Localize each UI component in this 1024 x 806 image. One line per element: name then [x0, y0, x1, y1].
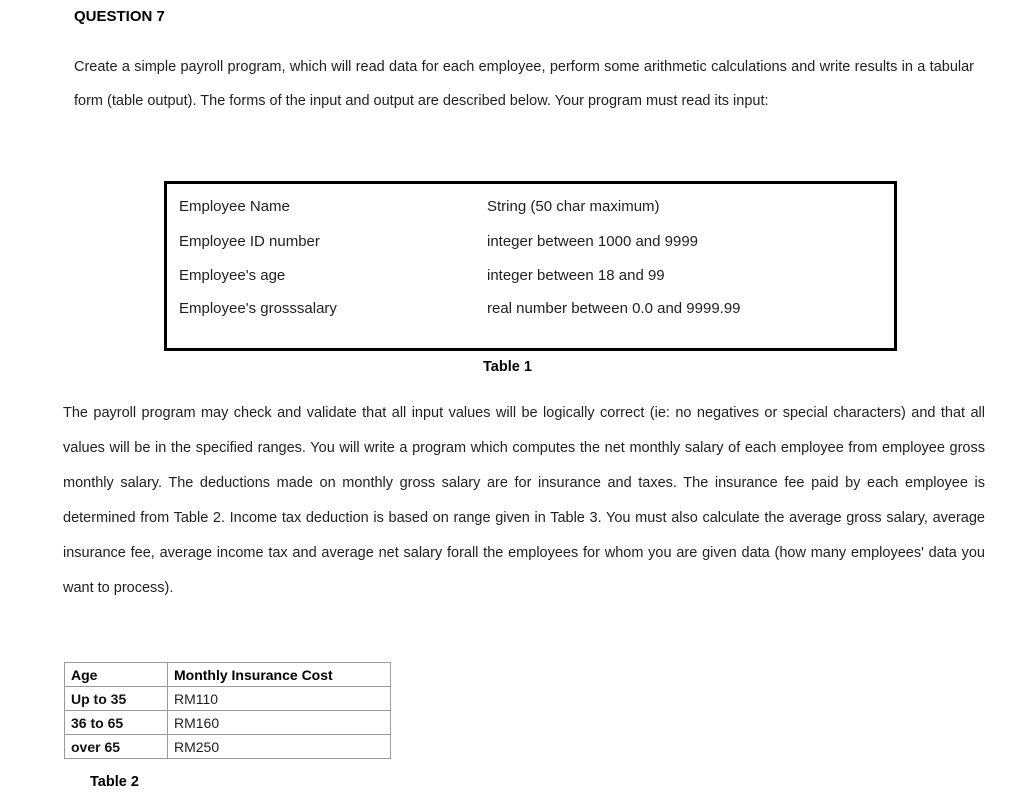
input-field-name: Employee's grosssalary [179, 300, 337, 317]
requirements-paragraph: The payroll program may check and validate that all input values will be logically correct (ie: no negatives or special characters) and that all values will be in the specified ranges. You will write a program which computes the net monthly salary of each employee from employee gross monthly salary. The deductions made on monthly gross salary are for insurance and taxes. The insurance fee paid by each employee is determined from Table 2. Income tax deduction is based on range given in Table 3. You must also calculate the average gross salary, average insurance fee, average income tax and average net salary forall the employees for whom you are given data (how many employees' data you want to process). [63, 405, 985, 596]
table1-caption: Table 1 [483, 359, 532, 375]
table-row [65, 711, 391, 735]
age-cell: Up to 35 [65, 687, 168, 711]
table-header-row [65, 663, 391, 687]
age-cell: 36 to 65 [65, 711, 168, 735]
input-field-type: integer between 1000 and 9999 [487, 233, 699, 250]
input-field-name: Employee Name [179, 198, 290, 215]
input-spec-row [167, 290, 894, 322]
question-heading: QUESTION 7 [74, 8, 165, 25]
input-spec-row [167, 188, 894, 220]
cost-header: Monthly Insurance Cost [168, 663, 391, 687]
input-field-name: Employee ID number [179, 233, 320, 250]
cost-cell: RM250 [168, 735, 391, 759]
input-field-name: Employee's age [179, 267, 286, 284]
cost-cell: RM110 [168, 687, 391, 711]
input-spec-row [167, 257, 894, 289]
intro-paragraph: Create a simple payroll program, which will read data for each employee, perform some arithmetic calculations and write results in a tabular form (table output). The forms of the input and output are described below. Your program must read its input: [74, 59, 974, 109]
table2-caption: Table 2 [90, 774, 139, 790]
insurance-table [64, 662, 391, 759]
age-header: Age [65, 663, 168, 687]
input-field-type: String (50 char maximum) [487, 198, 660, 215]
input-spec-table [164, 181, 897, 351]
input-field-type: integer between 18 and 99 [487, 267, 665, 284]
age-cell: over 65 [65, 735, 168, 759]
table-row [65, 687, 391, 711]
input-field-type: real number between 0.0 and 9999.99 [487, 300, 741, 317]
cost-cell: RM160 [168, 711, 391, 735]
table-row [65, 735, 391, 759]
input-spec-row [167, 223, 894, 255]
